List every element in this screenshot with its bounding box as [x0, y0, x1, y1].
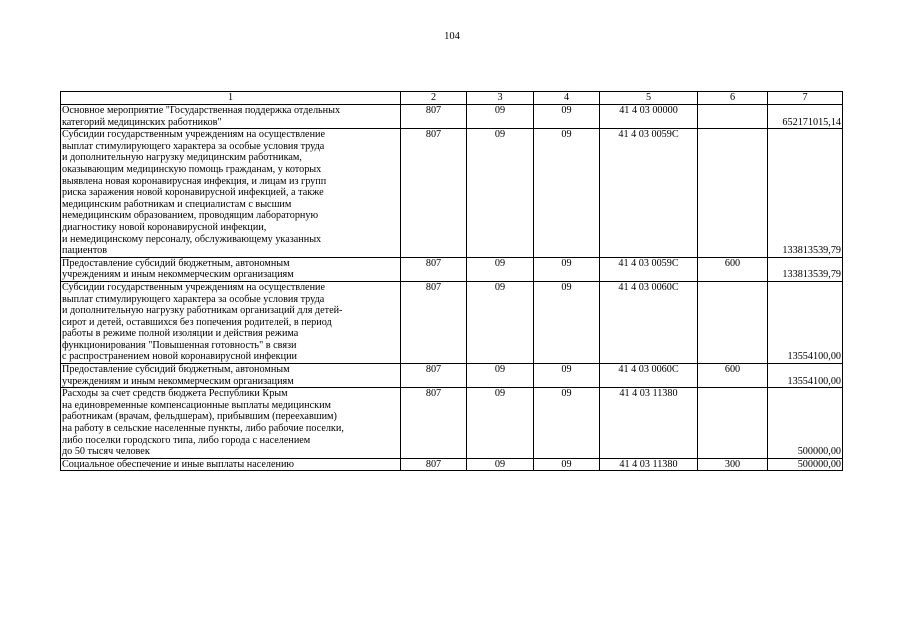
expense-type-cell [698, 105, 768, 129]
section-cell: 09 [467, 257, 534, 281]
amount-cell: 13554100,00 [768, 364, 843, 388]
table-row [61, 388, 843, 459]
subsection-cell: 09 [534, 364, 600, 388]
target-article-cell: 41 4 03 00000 [600, 105, 698, 129]
section-cell: 09 [467, 458, 534, 471]
expense-name-cell: Предоставление субсидий бюджетным, автономным учреждениям и иным некоммерческим организациям [61, 364, 401, 388]
section-cell: 09 [467, 281, 534, 363]
target-article-cell: 41 4 03 0059C [600, 257, 698, 281]
table-row [61, 281, 843, 363]
subsection-cell: 09 [534, 129, 600, 258]
expense-type-cell [698, 388, 768, 459]
header-cell-1: 1 [61, 92, 401, 105]
subsection-cell: 09 [534, 257, 600, 281]
table-row [61, 105, 843, 129]
subsection-cell: 09 [534, 388, 600, 459]
header-cell-6: 6 [698, 92, 768, 105]
header-cell-2: 2 [401, 92, 467, 105]
ministry-code-cell: 807 [401, 129, 467, 258]
subsection-cell: 09 [534, 105, 600, 129]
amount-cell: 500000,00 [768, 388, 843, 459]
table-row [61, 129, 843, 258]
table-row [61, 257, 843, 281]
expense-name-cell: Субсидии государственным учреждениям на осуществление выплат стимулирующего характера за особые условия труда и дополнительную нагрузку работникам организаций для детей- сирот и детей, оставшихся без попечения родителей, в период работы в режиме полной изоляции и действия режима функционирования "Повышенная готовность" в связи с распространением новой коронавирусной инфекции [61, 281, 401, 363]
expense-name-cell: Социальное обеспечение и иные выплаты населению [61, 458, 401, 471]
ministry-code-cell: 807 [401, 458, 467, 471]
expense-type-cell: 600 [698, 257, 768, 281]
section-cell: 09 [467, 129, 534, 258]
expense-type-cell [698, 129, 768, 258]
section-cell: 09 [467, 364, 534, 388]
header-cell-3: 3 [467, 92, 534, 105]
ministry-code-cell: 807 [401, 364, 467, 388]
header-cell-4: 4 [534, 92, 600, 105]
ministry-code-cell: 807 [401, 257, 467, 281]
expense-type-cell [698, 281, 768, 363]
expense-name-cell: Субсидии государственным учреждениям на осуществление выплат стимулирующего характера за особые условия труда и дополнительную нагрузку медицинским работникам, оказывающим медицинскую помощь гражданам, у которых выявлена новая коронавирусная инфекция, и лицам из групп риска заражения новой коронавирусной инфекцией, а также медицинским работникам и специалистам с высшим немедицинским образованием, проводящим лабораторную диагностику новой коронавирусной инфекции, и немедицинскому персоналу, обслуживающему указанных пациентов [61, 129, 401, 258]
target-article-cell: 41 4 03 11380 [600, 388, 698, 459]
expense-name-cell: Предоставление субсидий бюджетным, автономным учреждениям и иным некоммерческим организациям [61, 257, 401, 281]
subsection-cell: 09 [534, 281, 600, 363]
section-cell: 09 [467, 388, 534, 459]
expense-name-cell: Основное мероприятие "Государственная поддержка отдельных категорий медицинских работников" [61, 105, 401, 129]
page-number: 104 [444, 31, 460, 42]
amount-cell: 652171015,14 [768, 105, 843, 129]
target-article-cell: 41 4 03 11380 [600, 458, 698, 471]
target-article-cell: 41 4 03 0059C [600, 129, 698, 258]
ministry-code-cell: 807 [401, 105, 467, 129]
budget-table [60, 91, 843, 471]
target-article-cell: 41 4 03 0060C [600, 281, 698, 363]
expense-type-cell: 300 [698, 458, 768, 471]
ministry-code-cell: 807 [401, 388, 467, 459]
table-row [61, 458, 843, 471]
ministry-code-cell: 807 [401, 281, 467, 363]
table-row [61, 364, 843, 388]
target-article-cell: 41 4 03 0060C [600, 364, 698, 388]
subsection-cell: 09 [534, 458, 600, 471]
expense-name-cell: Расходы за счет средств бюджета Республики Крым на единовременные компенсационные выплаты медицинским работникам (врачам, фельдшерам), прибывшим (переехавшим) на работу в сельские населенные пункты, либо рабочие поселки, либо поселки городского типа, либо города с населением до 50 тысяч человек [61, 388, 401, 459]
header-cell-7: 7 [768, 92, 843, 105]
section-cell: 09 [467, 105, 534, 129]
amount-cell: 13554100,00 [768, 281, 843, 363]
amount-cell: 133813539,79 [768, 129, 843, 258]
expense-type-cell: 600 [698, 364, 768, 388]
header-cell-5: 5 [600, 92, 698, 105]
amount-cell: 500000,00 [768, 458, 843, 471]
amount-cell: 133813539,79 [768, 257, 843, 281]
header-row [61, 92, 843, 105]
